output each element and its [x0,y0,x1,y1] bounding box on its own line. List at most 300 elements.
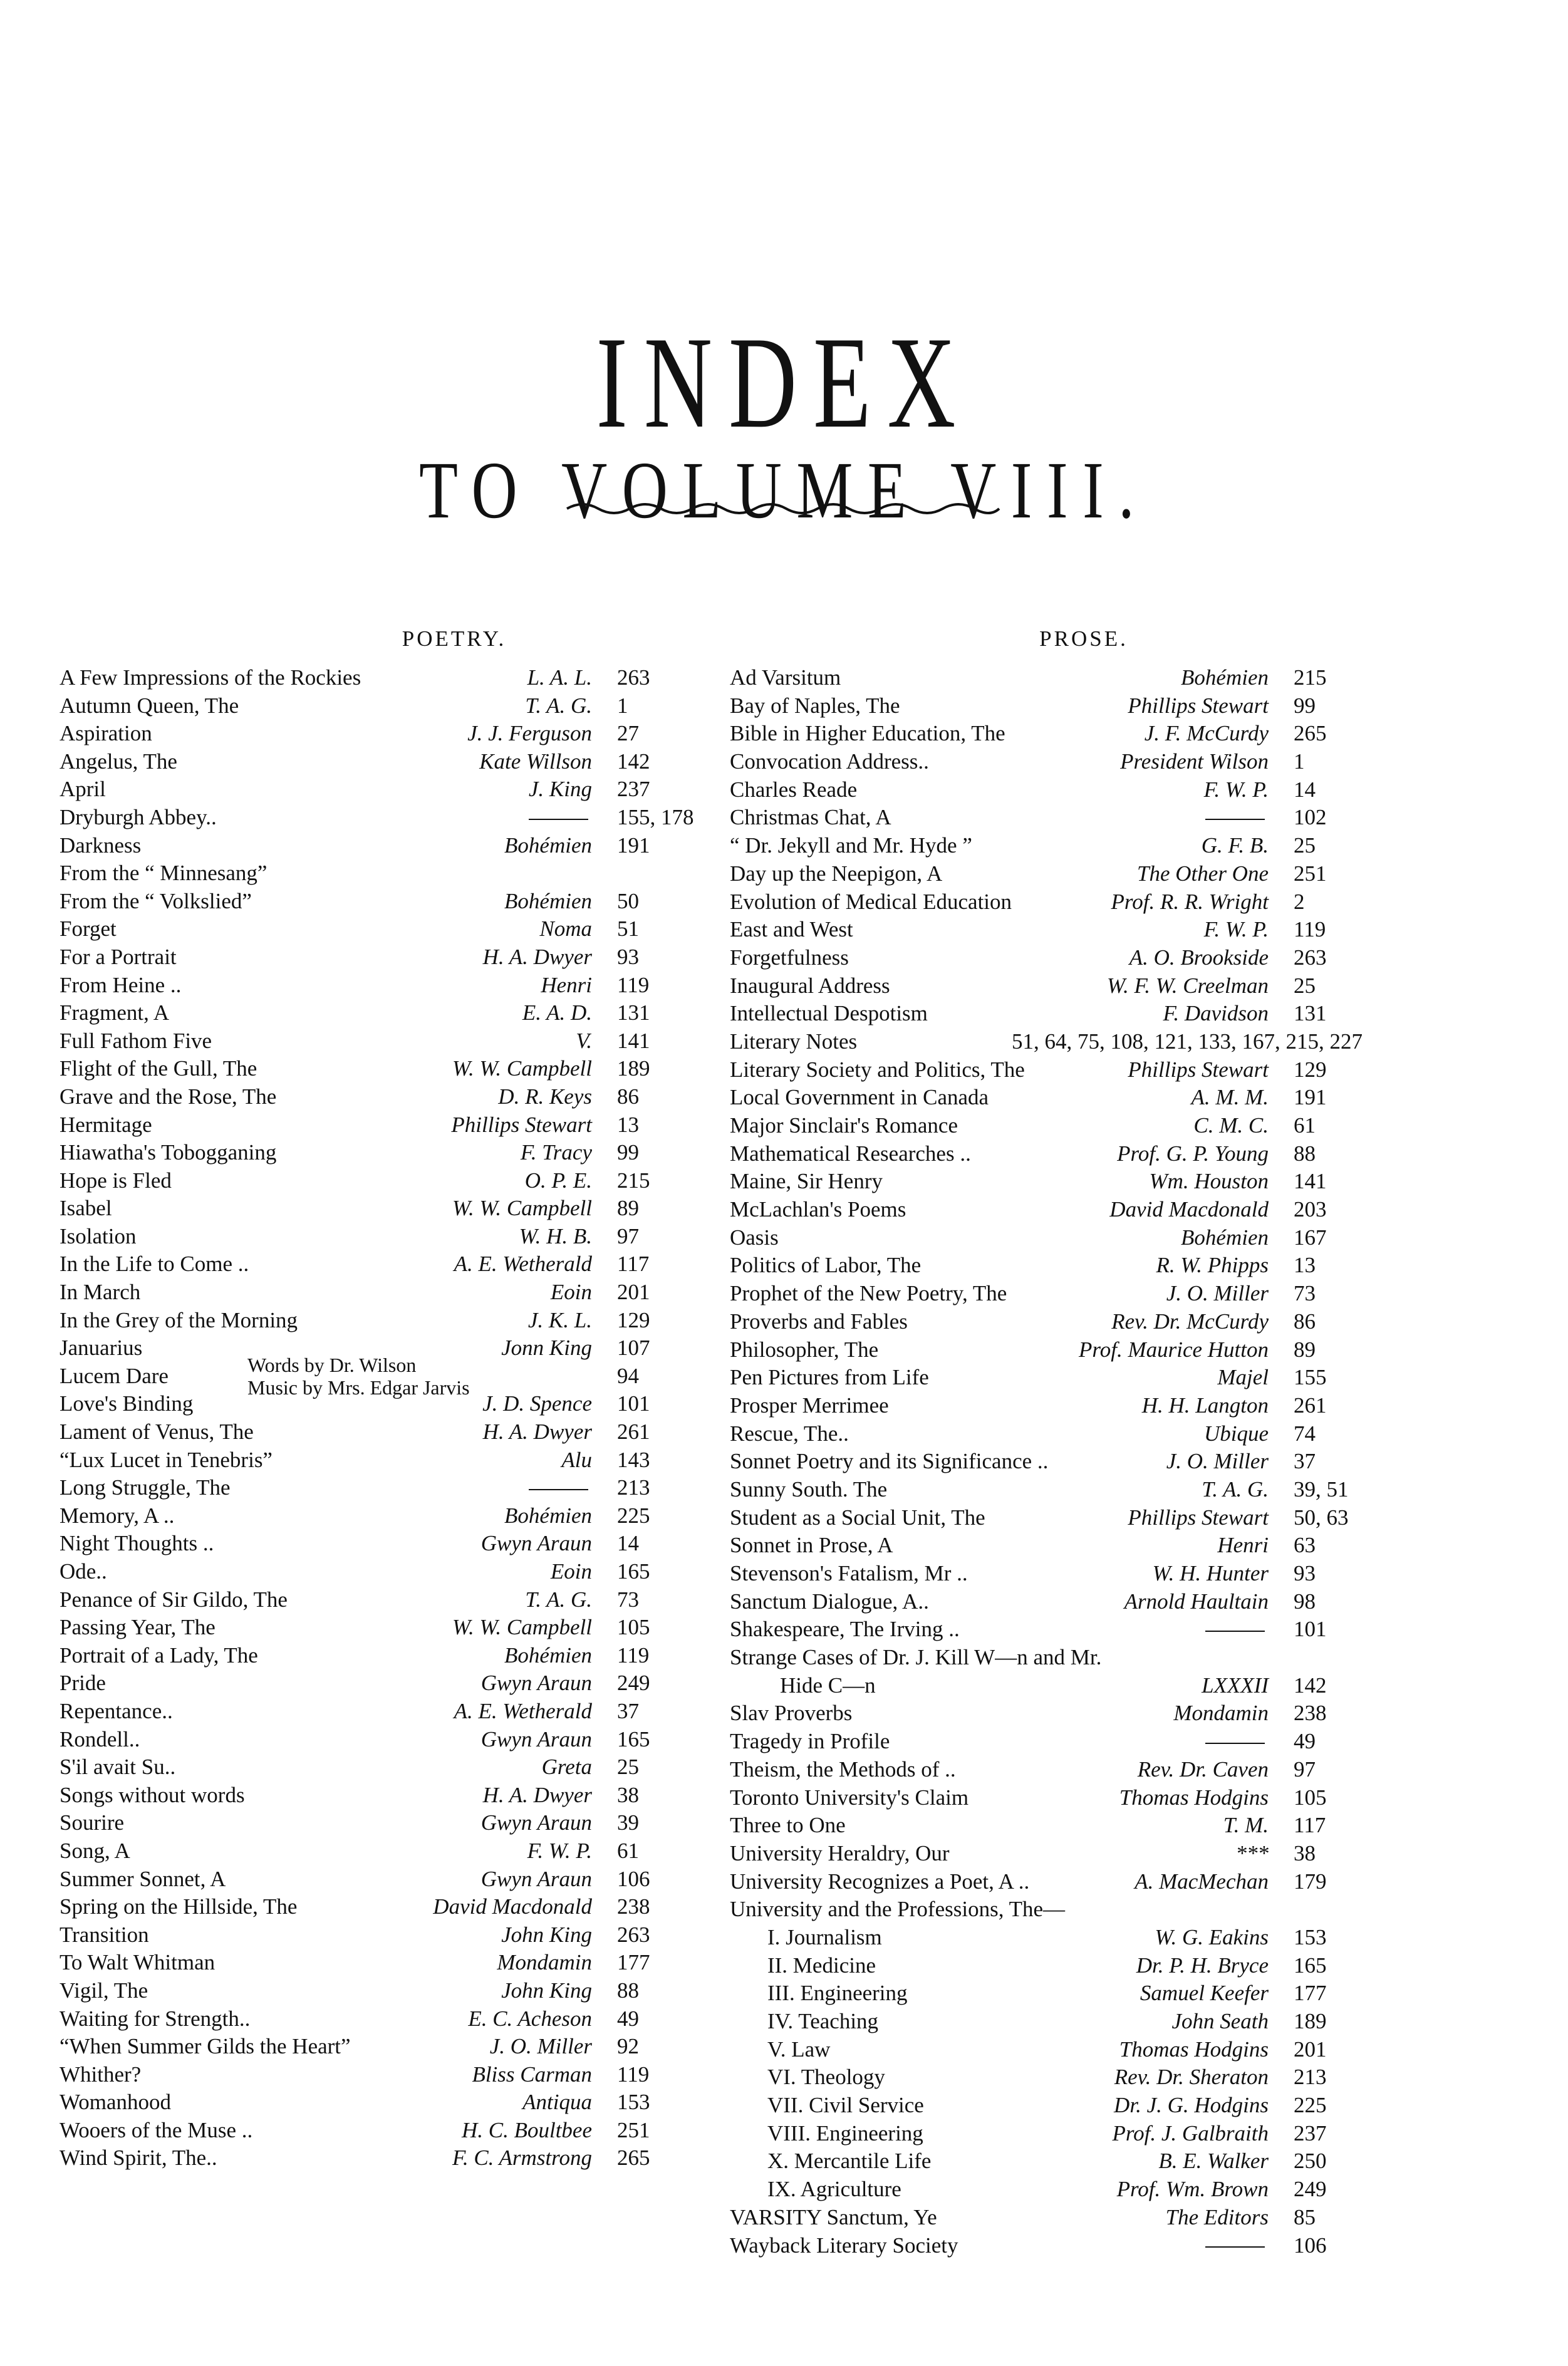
index-entry [60,1893,686,1921]
entry-page: 189 [1294,2009,1327,2033]
entry-title: Transition [60,1922,149,1947]
entry-author: Bliss Carman [472,2062,592,2087]
entry-title: Student as a Social Unit, The [730,1505,985,1530]
entry-title: Toronto University's Claim [730,1785,969,1810]
index-entry [730,916,1363,944]
entry-title: Stevenson's Fatalism, Mr .. [730,1561,968,1585]
entry-title: Vigil, The [60,1978,148,2003]
index-entry [730,1840,1363,1868]
entry-page: 225 [1294,2093,1327,2118]
entry-page: 225 [617,1503,650,1528]
entry-author: F. C. Armstrong [452,2145,592,2171]
entry-page: 201 [1294,2037,1327,2062]
entry-author: LXXXII [1202,1673,1269,1698]
index-entry [60,1474,686,1502]
entry-page: 1 [1294,749,1305,774]
index-entry [730,1979,1363,2008]
entry-page: 101 [1294,1617,1327,1642]
entry-title: Bay of Naples, The [730,693,900,718]
entry-title: In March [60,1280,141,1305]
entry-author: Bohémien [504,1642,592,1668]
entry-title: Prosper Merrimee [730,1393,889,1418]
index-entry [730,1224,1363,1252]
index-entry [60,888,686,916]
entry-title: Fragment, A [60,1000,169,1025]
page-title: INDEX [596,309,972,455]
index-entry [730,2092,1363,2120]
entry-page: 25 [1294,973,1316,998]
entry-title: “ Dr. Jekyll and Mr. Hyde ” [730,833,972,858]
index-entry [60,1586,686,1614]
entry-title: IV. Teaching [767,2009,879,2033]
entry-title: Day up the Neepigon, A [730,861,943,886]
index-entry [730,748,1363,776]
entry-page: 265 [1294,721,1327,746]
entry-title: VIII. Engineering [767,2120,923,2145]
entry-author: Prof. G. P. Young [1117,1141,1269,1166]
index-entry [730,1644,1363,1672]
entry-author: W. H. Hunter [1152,1561,1269,1585]
index-entry [60,1307,686,1335]
index-entry [60,1027,686,1056]
entry-page: 119 [617,2062,650,2087]
entry-title: April [60,777,106,802]
entry-page: 129 [617,1307,650,1332]
entry-author: Dr. J. G. Hodgins [1114,2093,1269,2118]
index-entry [730,1000,1363,1028]
entry-page: 88 [1294,1141,1316,1166]
entry-author: Arnold Haultain [1124,1589,1269,1614]
index-entry [60,748,686,776]
entry-author: Eoin [550,1559,592,1584]
entry-page: 191 [617,833,650,858]
entry-author: Rev. Dr. Caven [1137,1756,1269,1782]
entry-title: II. Medicine [767,1953,876,1978]
entry-page: 117 [1294,1813,1326,1838]
index-entry [60,1279,686,1307]
entry-title: University and the Professions, The— [730,1897,1065,1922]
entry-page: 63 [1294,1533,1316,1558]
entry-title: Whither? [60,2062,142,2087]
entry-page: 14 [1294,777,1316,802]
index-entry [730,860,1363,888]
entry-page: 13 [617,1112,639,1137]
index-entry [730,1364,1363,1392]
entry-page: 89 [617,1196,639,1221]
entry-author: A. M. M. [1191,1085,1269,1110]
prose-heading: PROSE. [1039,626,1128,651]
entry-title: Passing Year, The [60,1615,215,1640]
entry-author: W. W. Campbell [452,1196,592,1221]
entry-title: Wayback Literary Society [730,2233,958,2258]
entry-author: John King [501,1978,592,2003]
entry-page: 51, 64, 75, 108, 121, 133, 167, 215, 227 [1012,1029,1363,1054]
entry-title: Evolution of Medical Education [730,889,1012,914]
entry-page: 99 [1294,693,1316,718]
entry-title: Inaugural Address [730,973,890,998]
entry-author: T. A. G. [525,693,592,718]
entry-author: F. Tracy [520,1140,592,1165]
entry-author: David Macdonald [1109,1197,1269,1222]
entry-page: 131 [1294,1001,1327,1026]
entry-page: 238 [617,1894,650,1919]
entry-author: The Other One [1137,861,1269,886]
entry-page: 215 [1294,665,1327,690]
entry-page: 97 [617,1223,639,1248]
index-entry [730,720,1363,748]
entry-page: 38 [1294,1840,1316,1865]
index-entry [730,944,1363,972]
entry-page: 94 [617,1363,639,1388]
index-entry [60,972,686,1000]
entry-title: Spring on the Hillside, The [60,1894,298,1919]
entry-title: Slav Proverbs [730,1701,853,1726]
index-entry [60,1642,686,1670]
entry-page: 37 [617,1698,639,1723]
entry-title: Songs without words [60,1782,245,1807]
entry-page: 237 [1294,2120,1327,2145]
entry-author: G. F. B. [1201,833,1269,858]
prose-column [730,626,1363,2260]
index-entry [60,692,686,720]
entry-page: 119 [617,1642,650,1668]
entry-author: J. J. Ferguson [467,721,592,746]
entry-page: 153 [1294,1924,1327,1949]
index-entry [730,2204,1363,2232]
entry-title: VII. Civil Service [767,2093,924,2118]
entry-author: L. A. L. [527,665,592,690]
index-entry [60,943,686,972]
entry-author: Henri [1217,1533,1269,1558]
entry-title: Lament of Venus, The [60,1419,254,1445]
entry-title: Sunny South. The [730,1476,888,1502]
index-entry [730,1028,1363,1056]
entry-author: H. C. Boultbee [461,2117,592,2142]
entry-page: 119 [1294,917,1326,942]
entry-title: Flight of the Gull, The [60,1056,257,1081]
index-entry [730,1699,1363,1728]
entry-page: 213 [617,1475,650,1500]
index-entry [60,776,686,804]
entry-title: Wind Spirit, The.. [60,2145,217,2171]
entry-author: Mondamin [1173,1701,1269,1726]
entry-title: Politics of Labor, The [730,1253,922,1278]
entry-title: McLachlan's Poems [730,1197,906,1222]
entry-title: For a Portrait [60,944,177,969]
index-entry [60,915,686,943]
index-entry [60,859,686,888]
index-entry [60,1111,686,1139]
index-entry [60,1558,686,1586]
entry-author: W. G. Eakins [1155,1924,1269,1949]
ditto-dash [529,804,592,832]
entry-page: 251 [617,2117,650,2142]
index-entry [730,1336,1363,1364]
index-entry [730,692,1363,720]
entry-page: 50, 63 [1294,1505,1349,1530]
index-entry [730,1140,1363,1168]
entry-title: Isolation [60,1223,137,1248]
entry-author: J. O. Miller [1166,1281,1269,1306]
entry-page: 261 [1294,1393,1327,1418]
entry-author: D. R. Keys [498,1084,592,1109]
entry-title: “When Summer Gilds the Heart” [60,2034,351,2059]
entry-author: T. A. G. [1202,1476,1269,1502]
entry-title: VARSITY Sanctum, Ye [730,2204,937,2229]
entry-page: 49 [617,2006,639,2031]
entry-title: Sanctum Dialogue, A.. [730,1589,929,1614]
entry-title: X. Mercantile Life [767,2149,932,2174]
entry-author: O. P. E. [524,1168,592,1193]
entry-title: Oasis [730,1225,779,1250]
entry-title: Literary Society and Politics, The [730,1057,1025,1082]
entry-title: Penance of Sir Gildo, The [60,1587,288,1612]
index-entry [60,804,694,832]
index-entry [60,1167,686,1195]
entry-page: 117 [617,1252,650,1277]
entry-page: 39, 51 [1294,1476,1349,1502]
entry-title: S'il avait Su.. [60,1755,176,1780]
entry-title: Proverbs and Fables [730,1309,908,1334]
entry-author: Bohémien [504,1503,592,1528]
poetry-list [60,664,694,2172]
entry-page: 107 [617,1336,650,1361]
index-entry [730,1588,1363,1616]
entry-author: Thomas Hodgins [1119,1785,1269,1810]
entry-title: Aspiration [60,721,152,746]
index-entry [60,1530,686,1558]
index-entry [60,1977,686,2005]
entry-page: 93 [617,944,639,969]
entry-title: Theism, the Methods of .. [730,1756,956,1782]
entry-note: Music by Mrs. Edgar Jarvis [247,1376,470,1399]
index-entry [730,1672,1363,1700]
entry-author: Rev. Dr. McCurdy [1111,1309,1269,1334]
entry-page: 106 [617,1866,650,1891]
entry-author: W. H. B. [519,1223,592,1248]
index-entry [730,1448,1363,1476]
index-entry [60,720,686,748]
entry-author: J. O. Miller [489,2034,592,2059]
entry-author: H. A. Dwyer [482,1782,592,1807]
index-entry [730,1784,1363,1812]
entry-page: 2 [1294,889,1305,914]
entry-title: Waiting for Strength.. [60,2006,251,2031]
entry-page: 141 [1294,1169,1327,1194]
entry-title: University Heraldry, Our [730,1840,950,1865]
entry-author: F. W. P. [1203,777,1269,802]
index-entry [60,1614,686,1642]
index-entry [60,1502,686,1530]
entry-page: 177 [617,1950,650,1975]
entry-title: Hiawatha's Tobogganing [60,1140,277,1165]
entry-author: Prof. Maurice Hutton [1079,1337,1269,1362]
index-entry [730,1168,1363,1196]
entry-author: F. Davidson [1163,1001,1269,1026]
entry-page: 167 [1294,1225,1327,1250]
entry-page: 215 [617,1168,650,1193]
entry-page: 142 [617,749,650,774]
entry-author: J. King [528,777,592,802]
entry-author: Eoin [550,1280,592,1305]
entry-author: Wm. Houston [1149,1169,1269,1194]
entry-page: 105 [1294,1785,1327,1810]
entry-title: III. Engineering [767,1981,908,2006]
entry-title: From Heine .. [60,972,182,997]
index-entry [730,1280,1363,1308]
ditto-dash [529,1474,592,1502]
entry-page: 263 [617,665,650,690]
entry-title: Pen Pictures from Life [730,1365,929,1390]
entry-title: Pride [60,1671,106,1696]
entry-title: Song, A [60,1838,130,1863]
entry-author: John King [501,1922,592,1947]
index-entry [730,1532,1363,1560]
entry-author: Alu [561,1447,592,1472]
entry-page: 102 [1294,805,1327,830]
entry-author: Gwyn Araun [480,1726,592,1751]
entry-author: H. A. Dwyer [482,944,592,969]
entry-author: Gwyn Araun [480,1866,592,1891]
entry-page: 155, 178 [617,804,694,829]
entry-page: 213 [1294,2065,1327,2090]
entry-page: 101 [617,1391,650,1416]
index-entry [60,2144,686,2172]
index-entry [60,2005,686,2033]
index-entry [730,1616,1363,1644]
entry-author: V. [576,1028,592,1053]
entry-title: Summer Sonnet, A [60,1866,226,1891]
index-entry [730,664,1363,692]
entry-page: 50 [617,888,639,913]
entry-page: 131 [617,1000,650,1025]
entry-author: President Wilson [1120,749,1269,774]
entry-title: Rescue, The.. [730,1421,849,1446]
entry-author: F. W. P. [1203,917,1269,942]
entry-page: 92 [617,2034,639,2059]
entry-title: East and West [730,917,853,942]
entry-title: Sonnet Poetry and its Significance .. [730,1449,1049,1474]
entry-author: Majel [1217,1365,1269,1390]
entry-author: Jonn King [501,1336,592,1361]
entry-page: 142 [1294,1673,1327,1698]
entry-author: David Macdonald [433,1894,592,1919]
entry-title: Forget [60,916,117,942]
index-entry [60,1837,686,1865]
entry-title: Lucem Dare [60,1363,169,1388]
entry-author: Henri [541,972,592,997]
entry-title: Womanhood [60,2090,171,2115]
index-entry [730,804,1363,832]
entry-title: Ode.. [60,1559,107,1584]
index-entry [60,1083,686,1111]
entry-title: Darkness [60,833,142,858]
index-entry [730,1812,1363,1840]
index-entry [60,1809,686,1837]
entry-author: Gwyn Araun [480,1810,592,1835]
entry-page: 265 [617,2145,650,2171]
entry-author: Greta [541,1755,592,1780]
entry-page: 155 [1294,1365,1327,1390]
entry-page: 25 [1294,833,1316,858]
index-entry [60,2061,686,2089]
entry-page: 14 [617,1531,639,1556]
index-entry [60,1390,686,1418]
index-entry [730,2176,1363,2204]
index-entry [60,1782,686,1810]
entry-title: Januarius [60,1336,143,1361]
entry-title: Literary Notes [730,1029,858,1054]
entry-author: Prof. J. Galbraith [1112,2120,1269,2145]
index-entry [730,832,1363,860]
entry-author: Gwyn Araun [480,1531,592,1556]
entry-title: Prophet of the New Poetry, The [730,1281,1007,1306]
index-entry [60,832,686,860]
entry-page: 189 [617,1056,650,1081]
entry-title: Intellectual Despotism [730,1001,928,1026]
index-entry [730,1392,1363,1420]
entry-page: 153 [617,2090,650,2115]
entry-page: 89 [1294,1337,1316,1362]
index-entry [730,1084,1363,1112]
index-entry [730,1868,1363,1896]
index-entry [60,1139,686,1167]
entry-title: Angelus, The [60,749,177,774]
entry-page: 85 [1294,2204,1316,2229]
index-entry [730,2120,1363,2148]
entry-page: 51 [617,916,639,942]
entry-title: Maine, Sir Henry [730,1169,883,1194]
entry-page: 263 [617,1922,650,1947]
entry-author: T. M. [1223,1813,1269,1838]
entry-page: 251 [1294,861,1327,886]
entry-author: E. C. Acheson [468,2006,592,2031]
index-entry [60,999,686,1027]
entry-title: Mathematical Researches .. [730,1141,971,1166]
index-entry [60,1446,686,1475]
index-entry [730,1476,1363,1504]
entry-author: Bohémien [504,888,592,913]
entry-author: Dr. P. H. Bryce [1136,1953,1269,1978]
entry-page: 141 [617,1028,650,1053]
index-entry [60,2117,686,2145]
entry-title: “Lux Lucet in Tenebris” [60,1447,273,1472]
entry-page: 177 [1294,1981,1327,2006]
index-entry [60,1195,686,1223]
entry-title: IX. Agriculture [767,2177,901,2202]
entry-author: Mondamin [497,1950,592,1975]
entry-page: 261 [617,1419,650,1445]
entry-author: Prof. R. R. Wright [1111,889,1269,914]
entry-page: 73 [1294,1281,1316,1306]
entry-title: Love's Binding [60,1391,194,1416]
entry-title: Ad Varsitum [730,665,841,690]
entry-author: F. W. P. [527,1838,592,1863]
entry-title: Hermitage [60,1112,152,1137]
index-entry [730,2036,1363,2064]
entry-page: 98 [1294,1589,1316,1614]
index-entry [60,2088,686,2117]
index-entry [60,664,686,692]
index-entry [60,1418,686,1446]
entry-page: 203 [1294,1197,1327,1222]
entry-title: Memory, A .. [60,1503,175,1528]
entry-title: V. Law [767,2037,831,2062]
entry-title: From the “ Volkslied” [60,888,252,913]
entry-title: I. Journalism [767,1924,882,1949]
entry-author: J. F. McCurdy [1144,721,1269,746]
entry-title: VI. Theology [767,2065,885,2090]
